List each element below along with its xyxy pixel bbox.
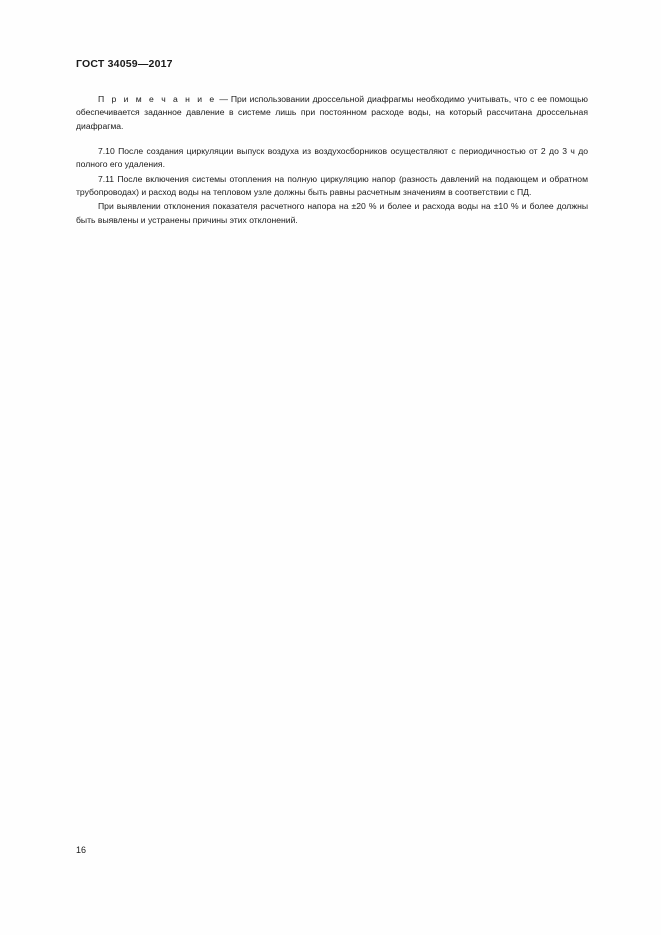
standard-number-header: ГОСТ 34059—2017 — [76, 58, 173, 70]
clause-7-11-paragraph: 7.11 После включения системы отопления на полную циркуляцию напор (разность давлений на подающем и обратном трубопроводах) и расход воды на тепловом узле должны быть равны расчетным значениям в соответствии с ПД. — [76, 173, 588, 197]
document-body — [76, 93, 588, 228]
note-label: П р и м е ч а н и е — [98, 94, 217, 104]
page-number: 16 — [76, 845, 87, 855]
clause-7-11-continued-paragraph: При выявлении отклонения показателя расчетного напора на ±20 % и более и расхода воды на ±10 % и более должны быть выявлены и устранены причины этих отклонений. — [76, 201, 588, 225]
note-text: — При использовании дроссельной диафрагмы необходимо учитывать, что с ее помощью обеспечивается заданное давление в системе лишь при постоянном расходе воды, на который рассчитана дроссельная диафрагма. — [76, 94, 588, 131]
note-paragraph — [76, 93, 588, 133]
clause-7-10-paragraph: 7.10 После создания циркуляции выпуск воздуха из воздухосборников осуществляют с периодичностью от 2 до 3 ч до полного его удаления. — [76, 145, 588, 170]
